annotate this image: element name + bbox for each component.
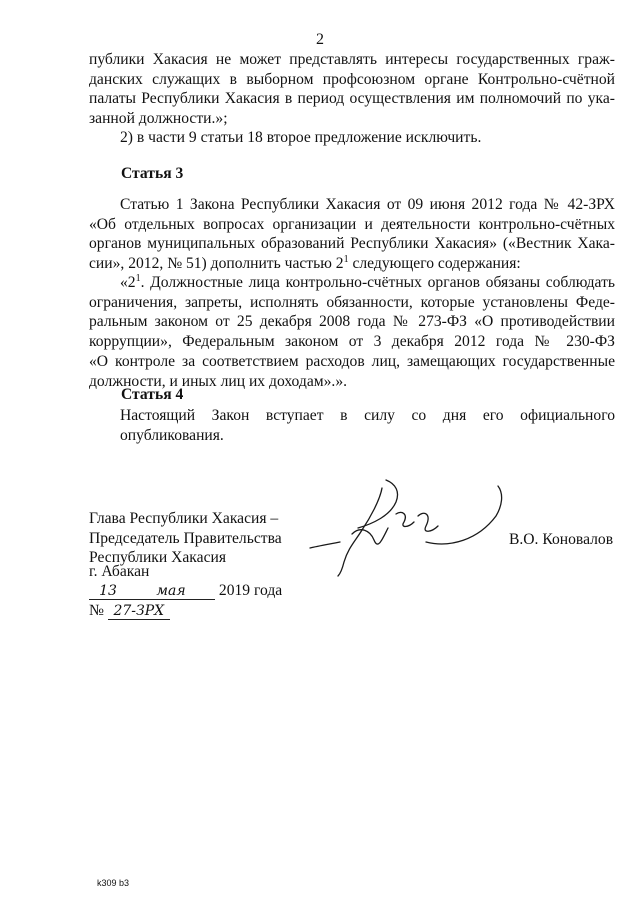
signatory-title-line: Республики Хакасия — [89, 549, 227, 566]
date-year: 2019 года — [218, 582, 283, 599]
superscript: 1 — [343, 253, 349, 265]
number-prefix: № — [89, 602, 104, 619]
text-line: «О контроле за соответствием расходов лиц, замещающих государственные — [89, 352, 615, 370]
text-line: занной должности.»; — [89, 110, 228, 128]
place-of-signing: г. Абакан — [89, 563, 150, 580]
text-line: «Об отдельных вопросах организации и деятельности контрольно-счётных — [89, 215, 615, 233]
signatory-title — [89, 509, 282, 568]
page-number: 2 — [316, 31, 324, 48]
article-4-body — [120, 406, 615, 445]
number-value: 27-ЗРХ — [108, 603, 170, 620]
text-fragment: сии», 2012, № 51) дополнить частью 2 — [89, 255, 344, 273]
superscript: 1 — [135, 272, 141, 284]
signatory-name: В.О. Коновалов — [509, 531, 614, 548]
date-month: мая — [127, 583, 215, 600]
text-line: коррупции», Федеральным законом от 3 декабря 2012 года № 230-ФЗ — [89, 333, 615, 351]
article-3-body — [89, 195, 615, 274]
text-line: Настоящий Закон вступает в силу со дня его официального опубликования. — [120, 407, 615, 444]
article-3-quote — [89, 273, 615, 391]
paragraph-item-2 — [120, 128, 615, 148]
text-line: данских служащих в выборном профсоюзном органе Контрольно-счётной — [89, 70, 615, 88]
text-line — [89, 273, 615, 293]
footer-code: k309 b3 — [97, 878, 130, 888]
text-line: должности, и иных лиц их доходам».». — [89, 372, 348, 390]
law-number — [89, 602, 170, 620]
text-fragment: «2 — [120, 274, 136, 291]
text-line: ральным законом от 25 декабря 2008 года № 273-ФЗ «О противодействии — [89, 313, 615, 331]
text-line: органов муниципальных образований Республики Хакасия» («Вестник Хака- — [89, 235, 615, 253]
text-line: публики Хакасия не может представлять интересы государственных граж- — [89, 51, 615, 68]
signing-date — [89, 582, 282, 600]
article-4-heading: Статья 4 — [121, 386, 184, 403]
article-3-heading: Статья 3 — [121, 165, 184, 182]
date-day: 13 — [89, 583, 127, 600]
signatory-title-line: Глава Республики Хакасия – — [89, 510, 279, 527]
text-fragment: следующего содержания: — [348, 255, 521, 273]
paragraph-continuation — [89, 50, 615, 129]
signatory-title-line: Председатель Правительства — [89, 529, 282, 547]
text-line — [89, 254, 615, 274]
text-fragment: . Должностные лица контрольно-счётных органов обязаны соблюдать — [140, 274, 615, 291]
handwritten-signature — [300, 470, 510, 580]
text-line: ограничения, запреты, исполнять обязанности, которые установлены Феде- — [89, 293, 615, 311]
text-line: 2) в части 9 статьи 18 второе предложение исключить. — [120, 129, 482, 146]
text-line: Статью 1 Закона Республики Хакасия от 09 июня 2012 года № 42-ЗРХ — [120, 196, 615, 213]
text-line: палаты Республики Хакасия в период осуществления им полномочий по ука- — [89, 90, 615, 108]
